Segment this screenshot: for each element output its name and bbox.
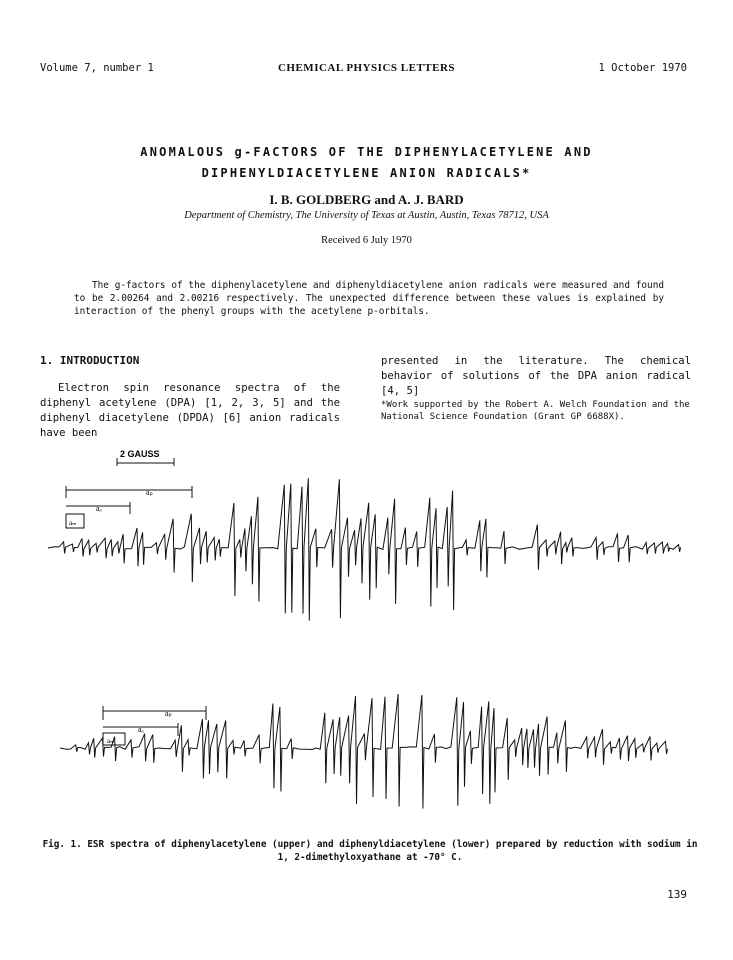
article-title-line-2: DIPHENYLDIACETYLENE ANION RADICALS* <box>201 166 532 180</box>
scale-bar-label: 2 GAUSS <box>120 449 160 459</box>
running-header-journal: CHEMICAL PHYSICS LETTERS <box>277 62 456 74</box>
upper-label-ap: aₚ <box>146 488 153 497</box>
figure-caption: Fig. 1. ESR spectra of diphenylacetylene (upper) and diphenyldiacetylene (lower) prepared by reduction with sodium in 1, 2-dimethyloxyathane at -70° C. <box>42 839 698 863</box>
lower-label-ao: aₒ <box>138 725 144 734</box>
scale-bar <box>117 449 174 466</box>
authors: I. B. GOLDBERG and A. J. BARD <box>269 192 464 207</box>
upper-label-ao: aₒ <box>96 504 102 513</box>
lower-coupling-brackets <box>103 706 206 745</box>
affiliation: Department of Chemistry, The University of Texas at Austin, Austin, Texas 78712, USA <box>184 210 549 221</box>
lower-label-ap: aₚ <box>165 709 172 718</box>
footnote: *Work supported by the Robert A. Welch Foundation and the National Science Foundation (Grant GP 6688X). <box>381 400 690 422</box>
page-number: 139 <box>667 888 687 901</box>
received-date: Received 6 July 1970 <box>321 235 412 246</box>
abstract: The g-factors of the diphenylacetylene and diphenyldiacetylene anion radicals were measured and found to be 2.00264 and 2.00216 respectively. The unexpected difference between these values is explained by interaction of the phenyl groups with the acetylene p-orbitals. <box>74 280 664 317</box>
upper-label-am: aₘ <box>69 519 77 527</box>
upper-spectrum-trace <box>48 478 681 620</box>
esr-spectra-figure <box>0 440 733 835</box>
lower-label-am: aₘ <box>107 737 115 745</box>
running-header-volume: Volume 7, number 1 <box>40 62 154 74</box>
section-heading: 1. INTRODUCTION <box>40 354 140 367</box>
running-header-date: 1 October 1970 <box>598 62 687 74</box>
article-title-line-1: ANOMALOUS g-FACTORS OF THE DIPHENYLACETYLENE AND <box>140 145 593 159</box>
intro-paragraph: Electron spin resonance spectra of the diphenyl acetylene (DPA) [1, 2, 3, 5] and the diphenyl diacetylene (DPDA) [6] anion radicals have been <box>40 382 340 439</box>
right-column-paragraph: presented in the literature. The chemical behavior of solutions of the DPA anion radical [4, 5] <box>381 355 691 397</box>
